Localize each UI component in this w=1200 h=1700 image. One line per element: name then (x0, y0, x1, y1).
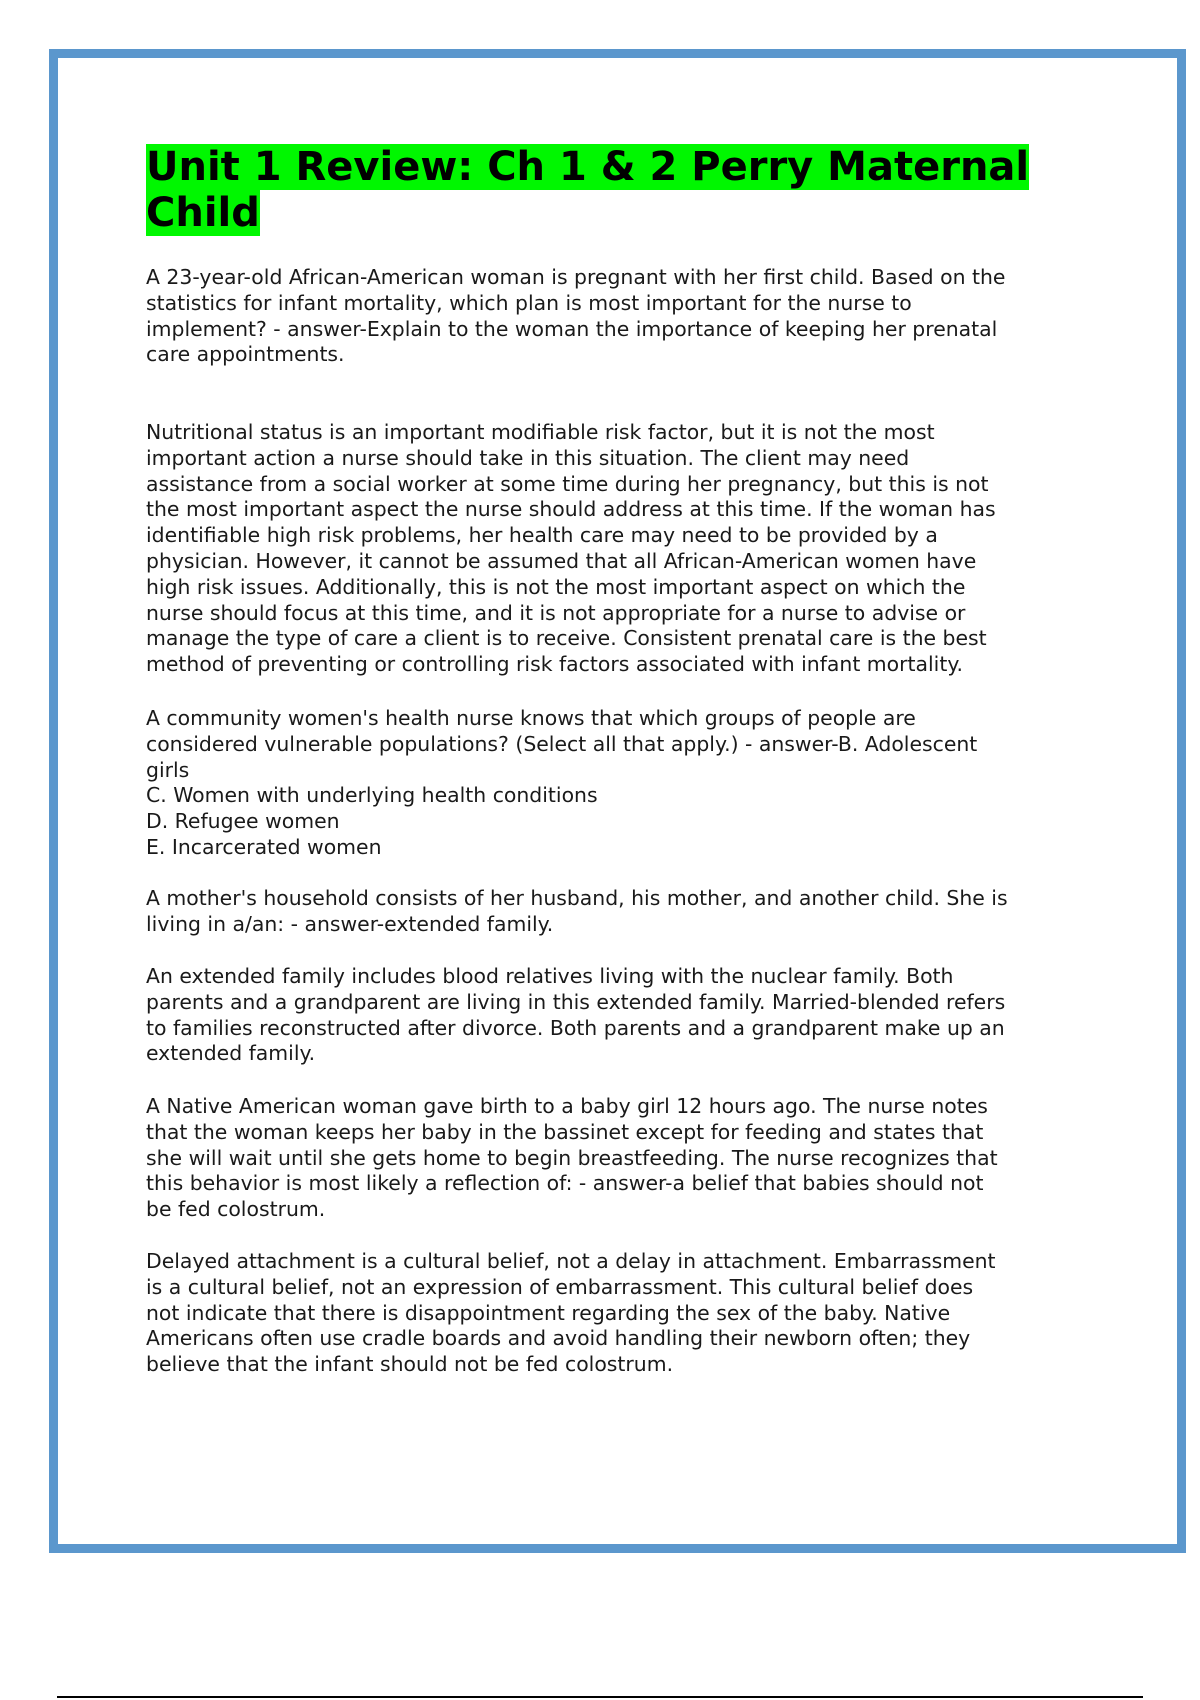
text-line: she will wait until she gets home to begin breastfeeding. The nurse recognizes that (146, 1145, 998, 1170)
title-line: Child (146, 190, 260, 236)
qa-paragraph (146, 964, 1106, 1067)
text-line: C. Women with underlying health conditions (146, 783, 598, 808)
text-line: considered vulnerable populations? (Select all that apply.) - answer-B. Adolescent (146, 731, 978, 756)
document-title (146, 144, 1029, 236)
text-line: believe that the infant should not be fed colostrum. (146, 1352, 674, 1377)
text-line: nurse should focus at this time, and it is not appropriate for a nurse to advise or (146, 600, 966, 625)
text-line: Delayed attachment is a cultural belief, not a delay in attachment. Embarrassment (146, 1249, 996, 1273)
title-line: Unit 1 Review: Ch 1 & 2 Perry Maternal (146, 144, 1030, 190)
text-line: Nutritional status is an important modifiable risk factor, but it is not the most (146, 420, 935, 444)
text-line: is a cultural belief, not an expression of embarrassment. This cultural belief does (146, 1274, 974, 1299)
text-line: to families reconstructed after divorce. Both parents and a grandparent make up an (146, 1015, 1005, 1040)
text-line: manage the type of care a client is to receive. Consistent prenatal care is the best (146, 626, 987, 651)
text-line: statistics for infant mortality, which plan is most important for the nurse to (146, 290, 912, 315)
text-line: D. Refugee women (146, 809, 340, 834)
text-line: A mother's household consists of her husband, his mother, and another child. She is (146, 886, 1008, 910)
text-line: extended family. (146, 1041, 316, 1066)
text-line: An extended family includes blood relatives living with the nuclear family. Both (146, 964, 954, 988)
text-line: parents and a grandparent are living in this extended family. Married-blended refers (146, 989, 1006, 1014)
text-line: this behavior is most likely a reflection of: - answer-a belief that babies should not (146, 1171, 984, 1196)
qa-paragraph (146, 1249, 1106, 1378)
qa-paragraph (146, 706, 1106, 861)
qa-paragraph (146, 420, 1106, 678)
text-line: method of preventing or controlling risk factors associated with infant mortality. (146, 652, 963, 677)
text-line: living in a/an: - answer-extended family. (146, 911, 554, 936)
text-line: A 23-year-old African-American woman is pregnant with her first child. Based on the (146, 265, 1006, 289)
text-line: Americans often use cradle boards and avoid handling their newborn often; they (146, 1326, 971, 1351)
text-line: be fed colostrum. (146, 1197, 326, 1222)
text-line: care appointments. (146, 342, 345, 367)
text-line: assistance from a social worker at some time during her pregnancy, but this is not (146, 471, 989, 496)
text-line: high risk issues. Additionally, this is not the most important aspect on which the (146, 574, 966, 599)
qa-paragraph (146, 886, 1106, 938)
qa-paragraph (146, 1094, 1106, 1223)
text-line: girls (146, 757, 190, 782)
text-line: E. Incarcerated women (146, 834, 382, 859)
footer-rule (57, 1696, 1143, 1698)
text-line: the most important aspect the nurse should address at this time. If the woman has (146, 497, 996, 522)
text-line: not indicate that there is disappointment regarding the sex of the baby. Native (146, 1300, 951, 1325)
text-line: A Native American woman gave birth to a baby girl 12 hours ago. The nurse notes (146, 1094, 988, 1118)
text-line: important action a nurse should take in this situation. The client may need (146, 445, 910, 470)
text-line: physician. However, it cannot be assumed that all African-American women have (146, 548, 977, 573)
text-line: implement? - answer-Explain to the woman the importance of keeping her prenatal (146, 316, 998, 341)
text-line: that the woman keeps her baby in the bassinet except for feeding and states that (146, 1119, 984, 1144)
text-line: identifiable high risk problems, her health care may need to be provided by a (146, 523, 938, 548)
text-line: A community women's health nurse knows that which groups of people are (146, 706, 916, 730)
qa-paragraph (146, 265, 1106, 368)
